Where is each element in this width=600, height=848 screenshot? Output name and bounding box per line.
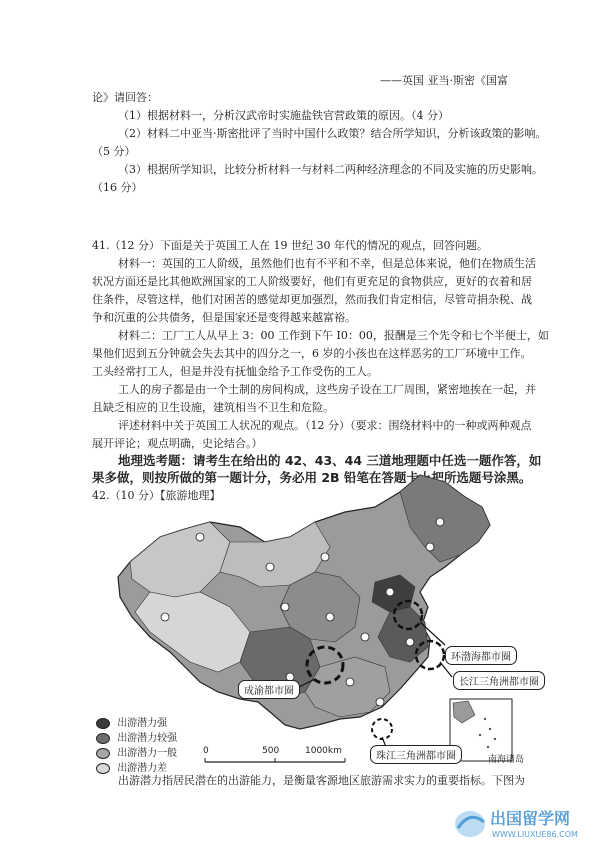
callout-yangtze: 长江三角洲都市圈	[453, 671, 545, 690]
q41-line: 果他们迟到五分钟就会失去其中的四分之一，6 岁的小孩也在这样恶劣的工厂环境中工作。	[92, 347, 532, 360]
svg-text:出国留学网: 出国留学网	[490, 809, 571, 828]
legend-item: 出游潜力差	[96, 759, 167, 774]
legend-item: 出游潜力较强	[96, 729, 177, 744]
geo-notice: 果多做，则按所做的第一题计分，务必用 2B 铅笔在答题卡上把所选题号涂黑。	[92, 470, 532, 485]
legend-swatch-average	[96, 748, 110, 759]
source-attribution: ——英国 亚当·斯密《国富	[380, 74, 508, 87]
q40-line: （1）根据材料一，分析汉武帝时实施盐铁官营政策的原因。（4 分）	[118, 109, 449, 122]
q40-line: （3）根据所学知识，比较分析材料一与材料二两种经济理念的不同及实施的历史影响。	[118, 163, 543, 176]
callout-chengyu: 成渝都市圈	[238, 680, 300, 699]
q41-line: 住条件，尽管这样，他们对困苦的感觉却更加强烈，然而我们肯定相信，尽管苛捐杂税、战	[92, 293, 532, 306]
q41-line: 且缺乏相应的卫生设施，建筑相当不卫生和危险。	[92, 401, 334, 414]
q41-line: 争和沉重的公共债务，但是国家还是变得越来越富裕。	[92, 311, 356, 324]
inset-label: 南海诸岛	[488, 755, 525, 765]
callout-pearl: 珠江三角洲都市圈	[370, 745, 462, 764]
q41-line: 材料一：英国的工人阶级，虽然他们也有不平和不幸，但是总体来说，他们在物质生活	[118, 257, 536, 270]
q41-line: 评述材料中关于英国工人状况的观点。（12 分）（要求：围绕材料中的一种或两种观点	[118, 419, 532, 432]
legend-item: 出游潜力强	[96, 714, 167, 729]
q41-title: 41.（12 分）下面是关于英国工人在 19 世纪 30 年代的情况的观点，回答问题。	[92, 239, 488, 252]
q41-line: 状况方面还是比其他欧洲国家的工人阶级要好，他们有更充足的食物供应，更好的衣着和居	[92, 275, 532, 288]
svg-text:WWW.LIUXUE86.COM: WWW.LIUXUE86.COM	[492, 830, 578, 839]
scale-label-500: 500	[262, 746, 280, 756]
callout-bohai: 环渤海都市圈	[445, 646, 517, 665]
watermark-logo	[452, 802, 592, 842]
q40-line: （5 分）	[92, 145, 136, 158]
q41-line: 展开评论；观点明确，史论结合。）	[92, 437, 263, 450]
q40-line: （16 分）	[92, 181, 143, 194]
scale-bar	[200, 756, 350, 766]
scale-label-0: 0	[203, 746, 209, 756]
q42-intro-line: 出游潜力指居民潜在的出游能力，是衡量客源地区旅游需求实力的重要指标。下图为	[118, 774, 525, 787]
geo-notice: 地理选考题：请考生在给出的 42、43、44 三道地理题中任选一题作答，如	[118, 453, 542, 468]
q41-line: 工人的房子都是由一个土制的房间构成，这些房子设在工厂周围，紧密地挨在一起，并	[118, 383, 536, 396]
q41-line: 工头经常打工人，但是并没有抚恤金给予工作受伤的工人。	[92, 365, 378, 378]
legend-item: 出游潜力一般	[96, 744, 177, 759]
legend-swatch-strong	[96, 718, 110, 729]
legend-swatch-weak	[96, 763, 110, 774]
q40-line: （2）材料二中亚当·斯密批评了当时中国什么政策？结合所学知识，分析该政策的影响。	[118, 127, 547, 140]
q40-line: 论》请回答：	[92, 91, 158, 104]
pearl-ring	[372, 719, 392, 739]
q42-header: 42.（10 分）【旅游地理】	[92, 489, 221, 502]
watermark-emblem-icon	[452, 802, 592, 842]
legend-swatch-fairly-strong	[96, 733, 110, 744]
scale-label-1000: 1000km	[305, 746, 342, 756]
q41-line: 材料二：工厂工人从早上 3：00 工作到下午 I0：00，报酬是三个先令和七个半便士，如	[118, 329, 549, 342]
